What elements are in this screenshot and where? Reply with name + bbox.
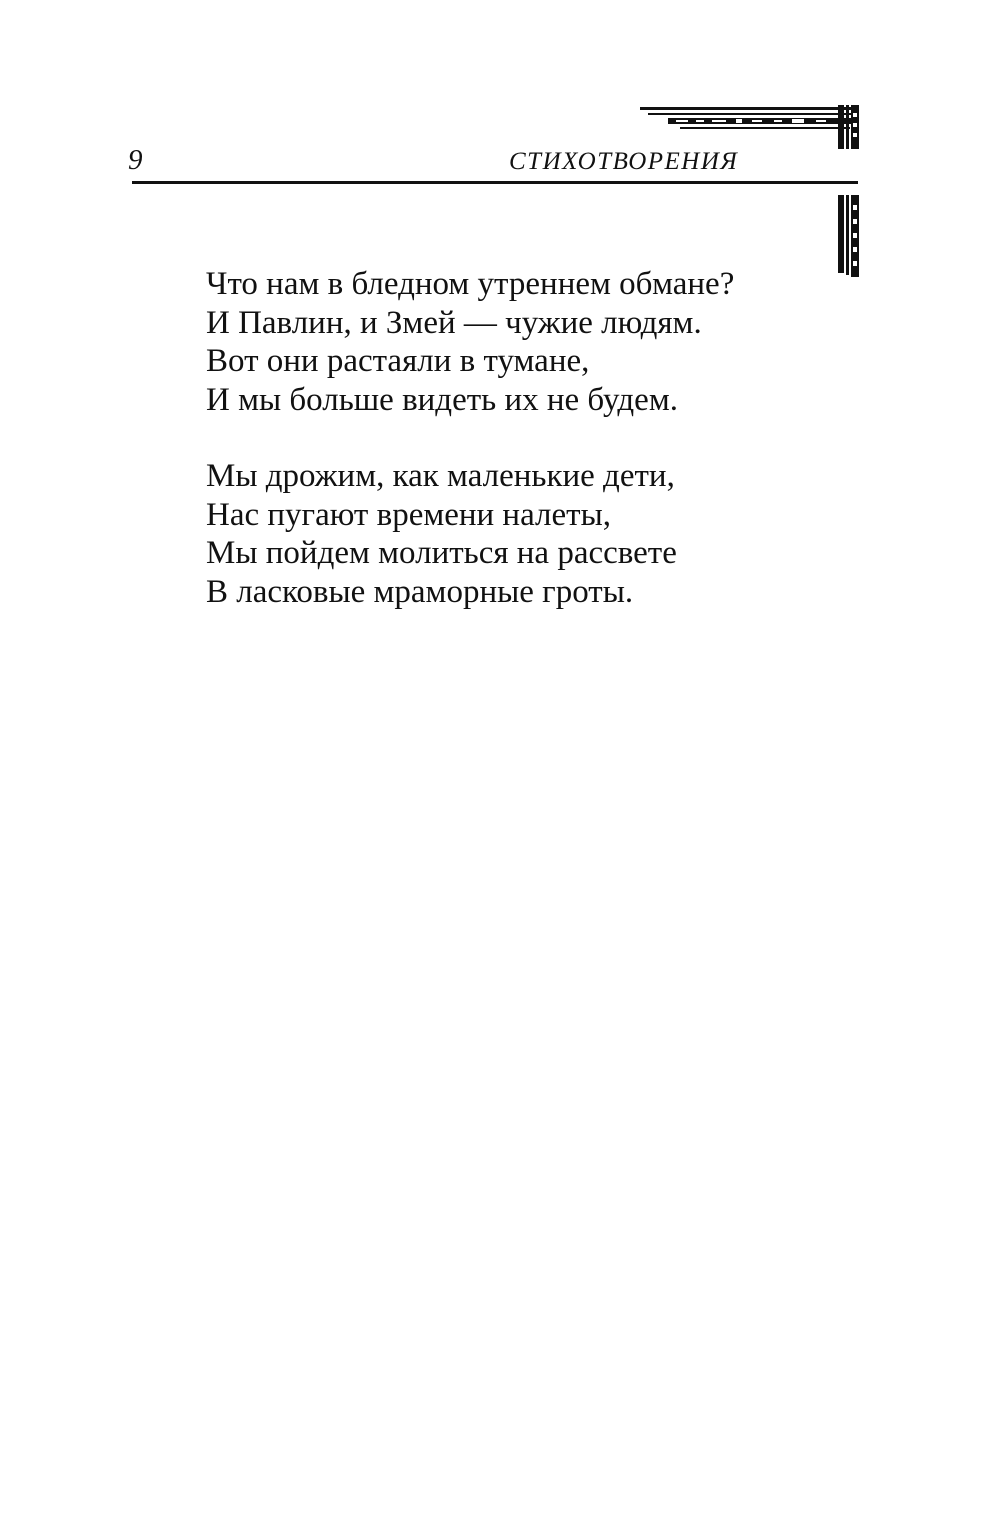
- verse-line: Мы дрожим, как маленькие дети,: [206, 458, 675, 494]
- corner-ornament-icon: [640, 103, 865, 278]
- running-title: СТИХОТВОРЕНИЯ: [509, 148, 739, 175]
- verse-line: В ласковые мраморные гроты.: [206, 573, 634, 610]
- verse-line: Вот они растаяли в тумане,: [206, 343, 590, 379]
- verse-line: Нас пугают времени налеты,: [206, 496, 611, 533]
- verse-line: Мы пойдем молиться на рассвете: [206, 535, 677, 571]
- verse-line: И мы больше видеть их не будем.: [206, 381, 678, 418]
- verse-line: Что нам в бледном утреннем обмане?: [206, 266, 735, 302]
- stanza-2: [206, 457, 846, 611]
- poem-text: [206, 265, 846, 611]
- page-number: 9: [128, 144, 143, 176]
- verse-line: И Павлин, и Змей — чужие людям.: [206, 304, 702, 341]
- stanza-1: [206, 265, 846, 419]
